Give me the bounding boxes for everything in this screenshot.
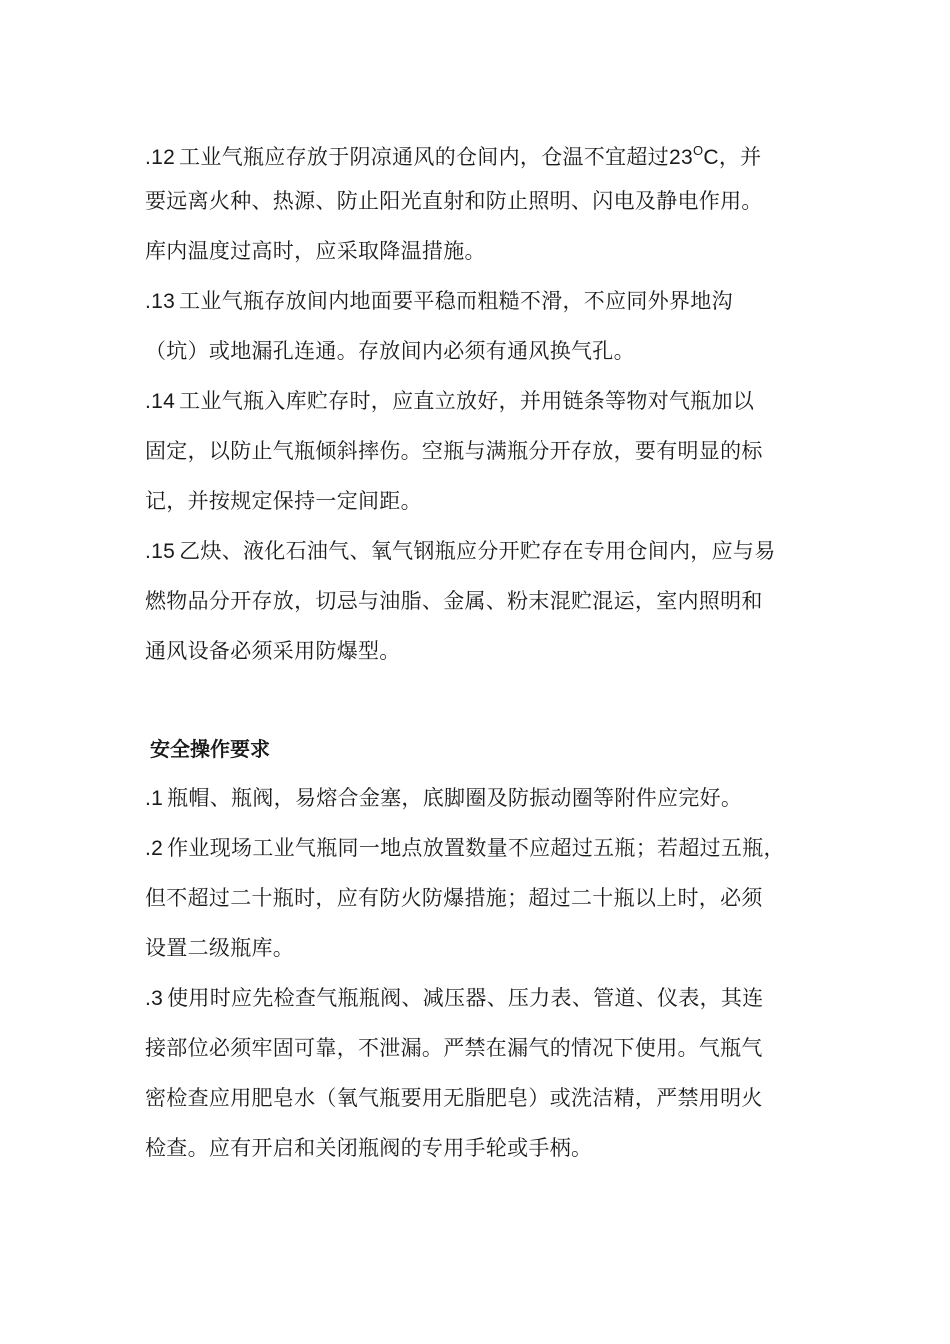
paragraph-text: 乙炔、液化石油气、氧气钢瓶应分开贮存在专用仓间内，应与易: [179, 539, 776, 563]
paragraph-15-line-1: [145, 533, 825, 569]
paragraph-15-line-3: 通风设备必须采用防爆型。: [145, 639, 401, 663]
item-number: .14: [145, 390, 176, 413]
paragraph-14-line-3: 记，并按规定保持一定间距。: [145, 489, 422, 513]
paragraph-text: 瓶帽、瓶阀，易熔合金塞，底脚圈及防振动圈等附件应完好。: [167, 786, 743, 810]
paragraph-13-line-2: （坑）或地漏孔连通。存放间内必须有通风换气孔。: [145, 339, 635, 363]
temperature-unit: C: [703, 146, 719, 169]
paragraph-text: 使用时应先检查气瓶瓶阀、减压器、压力表、管道、仪表，其连: [167, 986, 764, 1010]
operation-3-line-1: [145, 980, 825, 1016]
operation-2-line-3: 设置二级瓶库。: [145, 936, 295, 960]
paragraph-15-line-2: 燃物品分开存放，切忌与油脂、金属、粉末混贮混运，室内照明和: [145, 589, 763, 613]
operation-3-line-4: 检查。应有开启和关闭瓶阀的专用手轮或手柄。: [145, 1136, 593, 1160]
item-number: .12: [145, 146, 176, 169]
operation-1-line-1: [145, 780, 825, 816]
paragraph-text: 工业气瓶存放间内地面要平稳而粗糙不滑，不应同外界地沟: [179, 289, 733, 313]
paragraph-14-line-2: 固定，以防止气瓶倾斜摔伤。空瓶与满瓶分开存放，要有明显的标: [145, 439, 763, 463]
paragraph-12-line-1: [145, 133, 825, 169]
paragraph-12-line-2: 要远离火种、热源、防止阳光直射和防止照明、闪电及静电作用。: [145, 189, 763, 213]
degree-mark: O: [692, 143, 704, 158]
operation-2-line-1: [145, 830, 825, 866]
item-number: .13: [145, 290, 176, 313]
paragraph-text: 工业气瓶入库贮存时，应直立放好，并用链条等物对气瓶加以: [179, 389, 755, 413]
operation-3-line-3: 密检查应用肥皂水（氧气瓶要用无脂肥皂）或洗洁精，严禁用明火: [145, 1086, 763, 1110]
operation-2-line-2: 但不超过二十瓶时，应有防火防爆措施；超过二十瓶以上时，必须: [145, 886, 763, 910]
operation-3-line-2: 接部位必须牢固可靠，不泄漏。严禁在漏气的情况下使用。气瓶气: [145, 1036, 763, 1060]
item-number: .1: [145, 787, 164, 810]
paragraph-13-line-1: [145, 283, 825, 319]
section-heading: 安全操作要求: [150, 737, 270, 761]
item-number: .3: [145, 987, 164, 1010]
paragraph-text: ，并: [718, 145, 762, 169]
paragraph-12-line-3: 库内温度过高时，应采取降温措施。: [145, 239, 486, 263]
paragraph-14-line-1: [145, 383, 825, 419]
paragraph-text: 作业现场工业气瓶同一地点放置数量不应超过五瓶；若超过五瓶，: [167, 836, 785, 860]
temperature-value: 23: [669, 146, 693, 169]
paragraph-text: 工业气瓶应存放于阴凉通风的仓间内，仓温不宜超过: [179, 145, 669, 169]
item-number: .2: [145, 837, 164, 860]
item-number: .15: [145, 540, 176, 563]
